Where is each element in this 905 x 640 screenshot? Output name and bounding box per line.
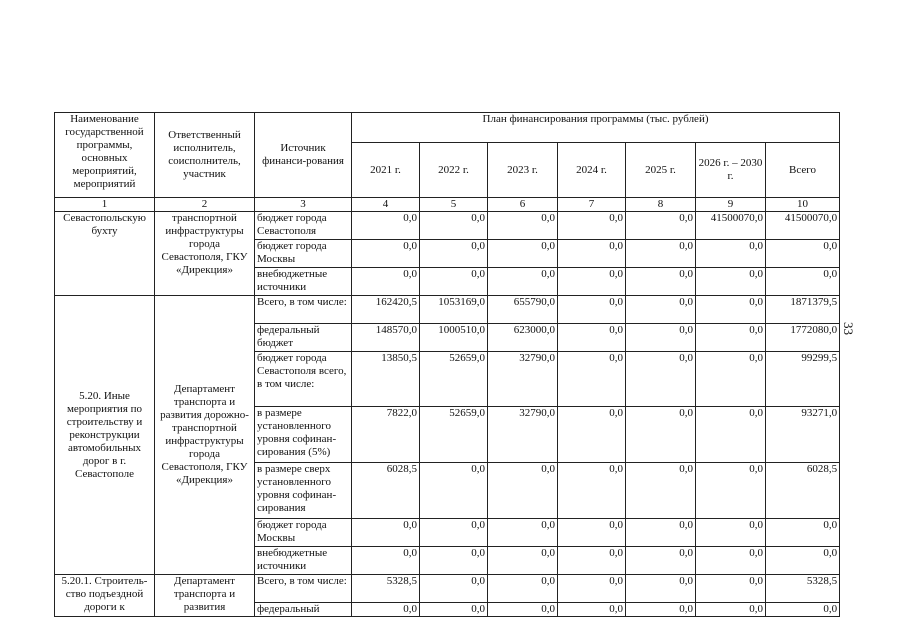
value-cell: 0,0 <box>420 519 488 547</box>
value-cell: 0,0 <box>558 268 626 296</box>
value-cell: 0,0 <box>352 603 420 617</box>
table-row <box>55 575 840 603</box>
header-name: Наименование государственной программы, основных мероприятий, мероприятий <box>55 113 155 198</box>
value-cell: 0,0 <box>558 324 626 352</box>
funding-source: бюджет города Севастополя <box>255 212 352 240</box>
value-cell: 0,0 <box>352 268 420 296</box>
value-cell: 0,0 <box>696 407 766 463</box>
value-cell: 0,0 <box>420 268 488 296</box>
value-cell: 0,0 <box>488 547 558 575</box>
value-cell: 0,0 <box>420 547 488 575</box>
value-cell: 0,0 <box>558 575 626 603</box>
value-cell: 0,0 <box>352 240 420 268</box>
value-cell: 623000,0 <box>488 324 558 352</box>
value-cell: 0,0 <box>626 240 696 268</box>
header-source: Источник финанси-рования <box>255 113 352 198</box>
value-cell: 0,0 <box>626 352 696 407</box>
value-cell: 99299,5 <box>766 352 840 407</box>
value-cell: 0,0 <box>488 268 558 296</box>
value-cell: 52659,0 <box>420 407 488 463</box>
value-cell: 93271,0 <box>766 407 840 463</box>
value-cell: 0,0 <box>626 463 696 519</box>
value-cell: 0,0 <box>696 547 766 575</box>
column-number: 6 <box>488 198 558 212</box>
value-cell: 0,0 <box>626 407 696 463</box>
column-number: 5 <box>420 198 488 212</box>
value-cell: 0,0 <box>696 296 766 324</box>
value-cell: 0,0 <box>558 352 626 407</box>
value-cell: 0,0 <box>420 463 488 519</box>
value-cell: 0,0 <box>696 463 766 519</box>
value-cell: 0,0 <box>558 240 626 268</box>
value-cell: 32790,0 <box>488 352 558 407</box>
value-cell: 0,0 <box>626 268 696 296</box>
value-cell: 0,0 <box>352 212 420 240</box>
value-cell: 1000510,0 <box>420 324 488 352</box>
value-cell: 0,0 <box>420 240 488 268</box>
value-cell: 0,0 <box>626 547 696 575</box>
column-number: 2 <box>155 198 255 212</box>
value-cell: 0,0 <box>420 212 488 240</box>
value-cell: 0,0 <box>696 519 766 547</box>
funding-source: бюджет города Москвы <box>255 240 352 268</box>
value-cell: 0,0 <box>626 212 696 240</box>
header-year: 2021 г. <box>352 143 420 198</box>
column-number: 9 <box>696 198 766 212</box>
value-cell: 13850,5 <box>352 352 420 407</box>
value-cell: 0,0 <box>488 603 558 617</box>
column-number: 7 <box>558 198 626 212</box>
funding-source: бюджет города Москвы <box>255 519 352 547</box>
value-cell: 655790,0 <box>488 296 558 324</box>
value-cell: 0,0 <box>766 268 840 296</box>
header-plan: План финансирования программы (тыс. рублей) <box>352 113 840 143</box>
value-cell: 0,0 <box>766 547 840 575</box>
value-cell: 0,0 <box>488 519 558 547</box>
value-cell: 0,0 <box>488 463 558 519</box>
value-cell: 0,0 <box>420 603 488 617</box>
value-cell: 0,0 <box>488 575 558 603</box>
value-cell: 0,0 <box>626 519 696 547</box>
measure-executor: Департамент транспорта и развития дорожно-транспортной инфраструктуры города Севастополя, ГКУ «Дирекция» <box>155 296 255 575</box>
value-cell: 0,0 <box>696 603 766 617</box>
funding-source: федеральный <box>255 603 352 617</box>
value-cell: 0,0 <box>766 603 840 617</box>
value-cell: 0,0 <box>696 352 766 407</box>
table-row <box>55 212 840 240</box>
value-cell: 0,0 <box>488 240 558 268</box>
value-cell: 5328,5 <box>352 575 420 603</box>
funding-source: бюджет города Севастополя всего, в том числе: <box>255 352 352 407</box>
measure-executor: транспортной инфраструктуры города Севастополя, ГКУ «Дирекция» <box>155 212 255 296</box>
header-year: 2025 г. <box>626 143 696 198</box>
funding-source: внебюджетные источники <box>255 268 352 296</box>
value-cell: 41500070,0 <box>766 212 840 240</box>
value-cell: 7822,0 <box>352 407 420 463</box>
column-number: 3 <box>255 198 352 212</box>
value-cell: 52659,0 <box>420 352 488 407</box>
value-cell: 162420,5 <box>352 296 420 324</box>
header-year: 2026 г. – 2030 г. <box>696 143 766 198</box>
measure-executor: Департамент транспорта и развития <box>155 575 255 617</box>
funding-source: в размере сверх установленного уровня софинан-сирования <box>255 463 352 519</box>
value-cell: 6028,5 <box>352 463 420 519</box>
funding-source: внебюджетные источники <box>255 547 352 575</box>
value-cell: 0,0 <box>696 240 766 268</box>
header-year: 2022 г. <box>420 143 488 198</box>
funding-source: Всего, в том числе: <box>255 296 352 324</box>
value-cell: 32790,0 <box>488 407 558 463</box>
value-cell: 0,0 <box>626 324 696 352</box>
value-cell: 1053169,0 <box>420 296 488 324</box>
value-cell: 1772080,0 <box>766 324 840 352</box>
value-cell: 1871379,5 <box>766 296 840 324</box>
value-cell: 5328,5 <box>766 575 840 603</box>
value-cell: 0,0 <box>696 268 766 296</box>
value-cell: 6028,5 <box>766 463 840 519</box>
value-cell: 0,0 <box>352 519 420 547</box>
funding-source: федеральный бюджет <box>255 324 352 352</box>
value-cell: 0,0 <box>766 519 840 547</box>
value-cell: 0,0 <box>488 212 558 240</box>
measure-name: 5.20. Иные мероприятия по строительству и реконструкции автомобильных дорог в г. Севастополе <box>55 296 155 575</box>
value-cell: 148570,0 <box>352 324 420 352</box>
value-cell: 0,0 <box>626 296 696 324</box>
value-cell: 0,0 <box>626 575 696 603</box>
value-cell: 0,0 <box>558 463 626 519</box>
header-total: Всего <box>766 143 840 198</box>
value-cell: 0,0 <box>696 324 766 352</box>
value-cell: 0,0 <box>558 296 626 324</box>
financing-table <box>54 112 840 617</box>
header-year: 2024 г. <box>558 143 626 198</box>
header-executor: Ответственный исполнитель, соисполнитель, участник <box>155 113 255 198</box>
page-number: 33 <box>841 322 856 335</box>
value-cell: 0,0 <box>352 547 420 575</box>
value-cell: 0,0 <box>558 519 626 547</box>
column-number: 1 <box>55 198 155 212</box>
value-cell: 0,0 <box>696 575 766 603</box>
value-cell: 0,0 <box>558 603 626 617</box>
value-cell: 0,0 <box>766 240 840 268</box>
value-cell: 41500070,0 <box>696 212 766 240</box>
header-year: 2023 г. <box>488 143 558 198</box>
value-cell: 0,0 <box>558 212 626 240</box>
funding-source: в размере установленного уровня софинан-сирования (5%) <box>255 407 352 463</box>
measure-name: Севастопольскую бухту <box>55 212 155 296</box>
column-number: 10 <box>766 198 840 212</box>
funding-source: Всего, в том числе: <box>255 575 352 603</box>
column-number: 4 <box>352 198 420 212</box>
table-row <box>55 296 840 324</box>
column-number: 8 <box>626 198 696 212</box>
value-cell: 0,0 <box>420 575 488 603</box>
measure-name: 5.20.1. Строитель-ство подъездной дороги к <box>55 575 155 617</box>
value-cell: 0,0 <box>558 547 626 575</box>
value-cell: 0,0 <box>626 603 696 617</box>
value-cell: 0,0 <box>558 407 626 463</box>
